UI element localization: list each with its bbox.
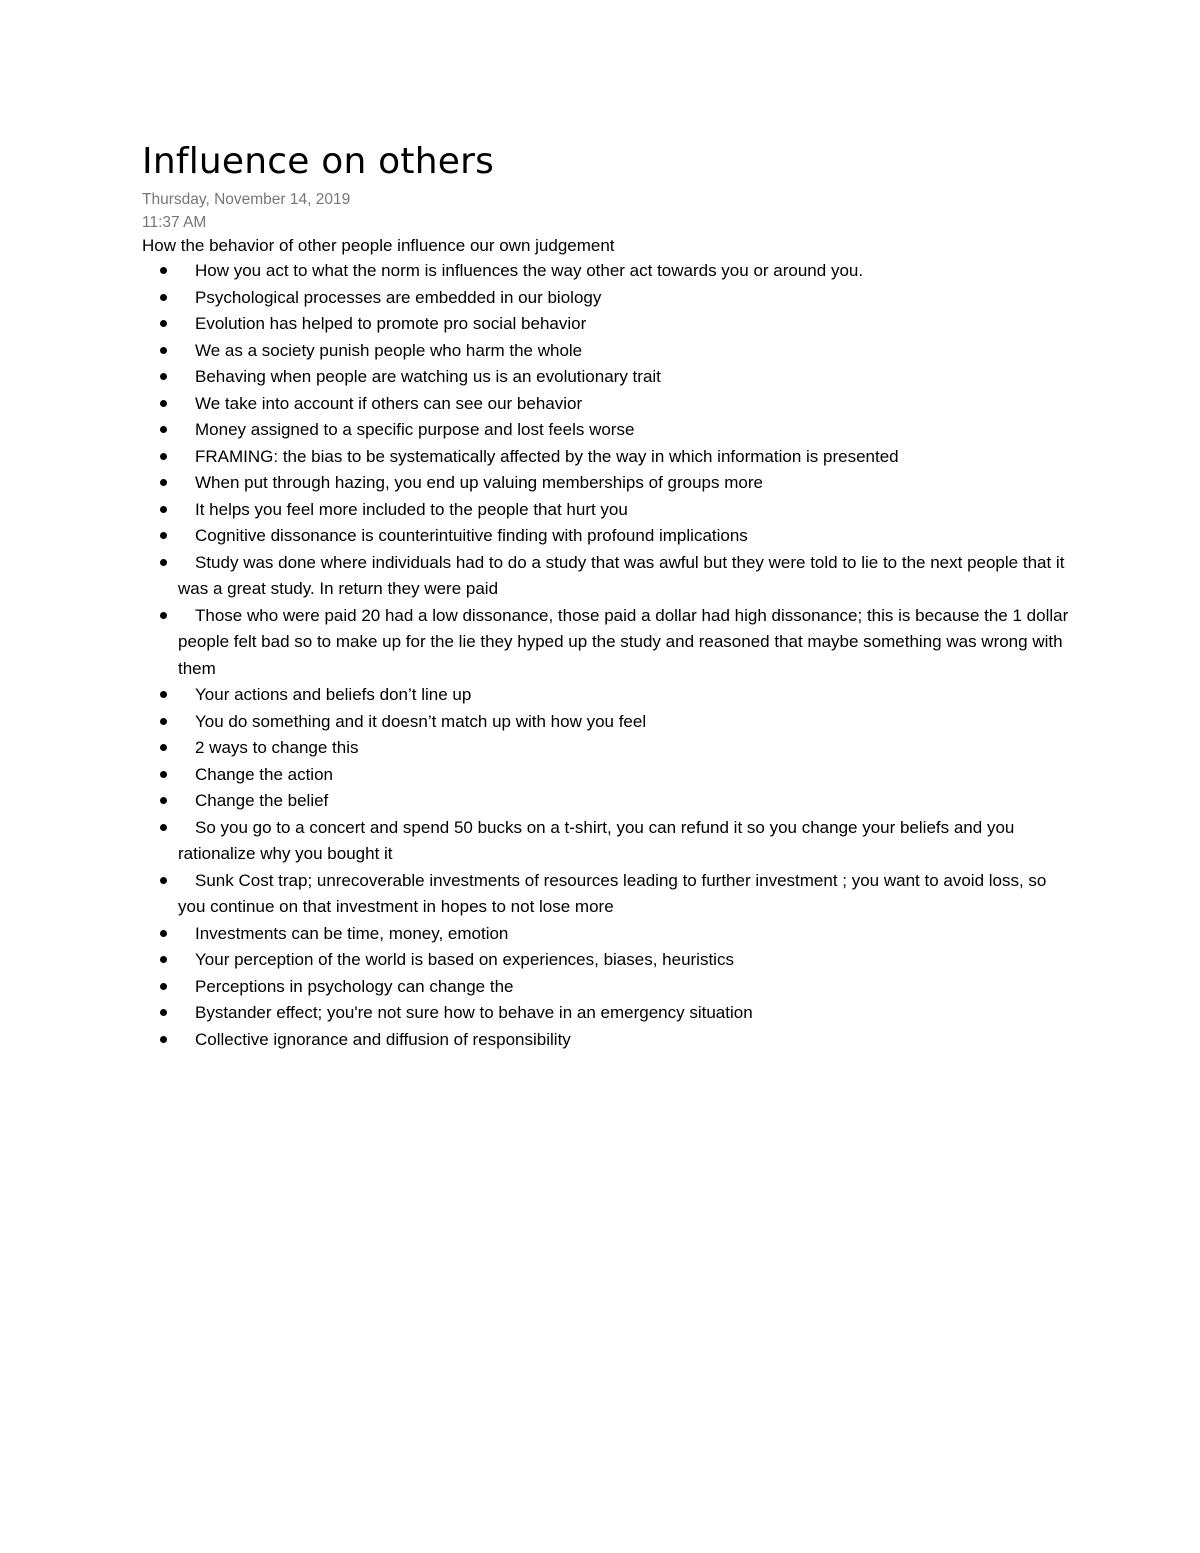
bullet-dot-icon [160,373,167,380]
list-item-text: How you act to what the norm is influences the way other act towards you or around you. [195,261,864,280]
bullet-dot-icon [160,930,167,937]
bullet-dot-icon [160,532,167,539]
bullet-dot-icon [160,1009,167,1016]
bullet-dot-icon [160,347,167,354]
bullet-dot-icon [160,1036,167,1043]
intro-line: How the behavior of other people influence our own judgement [142,236,615,255]
list-item [142,868,1072,921]
list-item [142,285,1072,312]
list-item-text: You do something and it doesn’t match up with how you feel [195,711,647,731]
list-item-text: We take into account if others can see our behavior [195,393,583,413]
list-item [142,470,1072,497]
list-item-text: Investments can be time, money, emotion [195,923,509,943]
list-item-text: Bystander effect; you're not sure how to behave in an emergency situation [195,1003,753,1022]
list-item-text: 2 ways to change this [195,738,359,757]
page-title: Influence on others [142,141,495,182]
list-item [142,1000,1072,1027]
list-item-text: Behaving when people are watching us is an evolutionary trait [195,367,661,386]
list-item [142,311,1072,338]
list-item [142,709,1072,736]
list-item-text: Change the belief [195,791,329,810]
list-item-text: Collective ignorance and diffusion of responsibility [195,1029,571,1049]
list-item-text: When put through hazing, you end up valuing memberships of groups more [195,473,763,492]
list-item-text: Psychological processes are embedded in our biology [195,287,602,307]
list-item [142,788,1072,815]
bullet-dot-icon [160,426,167,433]
list-item [142,682,1072,709]
bullet-dot-icon [160,320,167,327]
list-item [142,735,1072,762]
list-item [142,258,1072,285]
list-item [142,947,1072,974]
list-item [142,974,1072,1001]
bullet-list [142,258,1072,1053]
list-item [142,391,1072,418]
list-item [142,603,1072,683]
list-item [142,338,1072,365]
bullet-dot-icon [160,718,167,725]
list-item-text: Change the action [195,764,333,784]
list-item-text: Cognitive dissonance is counterintuitive finding with profound implications [195,526,748,545]
bullet-dot-icon [160,479,167,486]
list-item-text: It helps you feel more included to the people that hurt you [195,499,628,519]
list-item-text: FRAMING: the bias to be systematically affected by the way in which information is presented [195,446,899,466]
bullet-dot-icon [160,267,167,274]
list-item [142,417,1072,444]
list-item-text: Those who were paid 20 had a low dissonance, those paid a dollar had high dissonance; this is because the 1 dollar people felt bad so to make up for the lie they hyped up the study and reasoned that maybe something was wrong with them [178,605,1069,678]
list-item [142,921,1072,948]
note-date: Thursday, November 14, 2019 [142,191,351,208]
bullet-dot-icon [160,771,167,778]
list-item [142,550,1072,603]
note-page [142,138,1072,1053]
bullet-dot-icon [160,983,167,990]
list-item [142,1027,1072,1054]
list-item [142,497,1072,524]
list-item-text: Perceptions in psychology can change the [195,976,514,996]
bullet-dot-icon [160,824,167,831]
bullet-dot-icon [160,294,167,301]
bullet-dot-icon [160,612,167,619]
list-item-text: So you go to a concert and spend 50 bucks on a t-shirt, you can refund it so you change your beliefs and you rationalize why you bought it [178,817,1015,863]
list-item-text: Sunk Cost trap; unrecoverable investments of resources leading to further investment ; you want to avoid loss, so you continue on that investment in hopes to not lose more [178,870,1047,916]
list-item [142,364,1072,391]
list-item-text: We as a society punish people who harm the whole [195,340,583,360]
bullet-dot-icon [160,559,167,566]
bullet-dot-icon [160,744,167,751]
note-time: 11:37 AM [142,214,207,231]
list-item [142,523,1072,550]
list-item-text: Your perception of the world is based on experiences, biases, heuristics [195,950,734,969]
list-item-text: Evolution has helped to promote pro social behavior [195,314,587,333]
list-item [142,762,1072,789]
bullet-dot-icon [160,956,167,963]
bullet-dot-icon [160,691,167,698]
bullet-dot-icon [160,797,167,804]
list-item-text: Your actions and beliefs don’t line up [195,685,472,704]
bullet-dot-icon [160,877,167,884]
list-item [142,815,1072,868]
list-item [142,444,1072,471]
bullet-dot-icon [160,400,167,407]
list-item-text: Money assigned to a specific purpose and lost feels worse [195,420,635,439]
bullet-dot-icon [160,453,167,460]
list-item-text: Study was done where individuals had to do a study that was awful but they were told to lie to the next people that it was a great study. In return they were paid [178,552,1065,598]
bullet-dot-icon [160,506,167,513]
